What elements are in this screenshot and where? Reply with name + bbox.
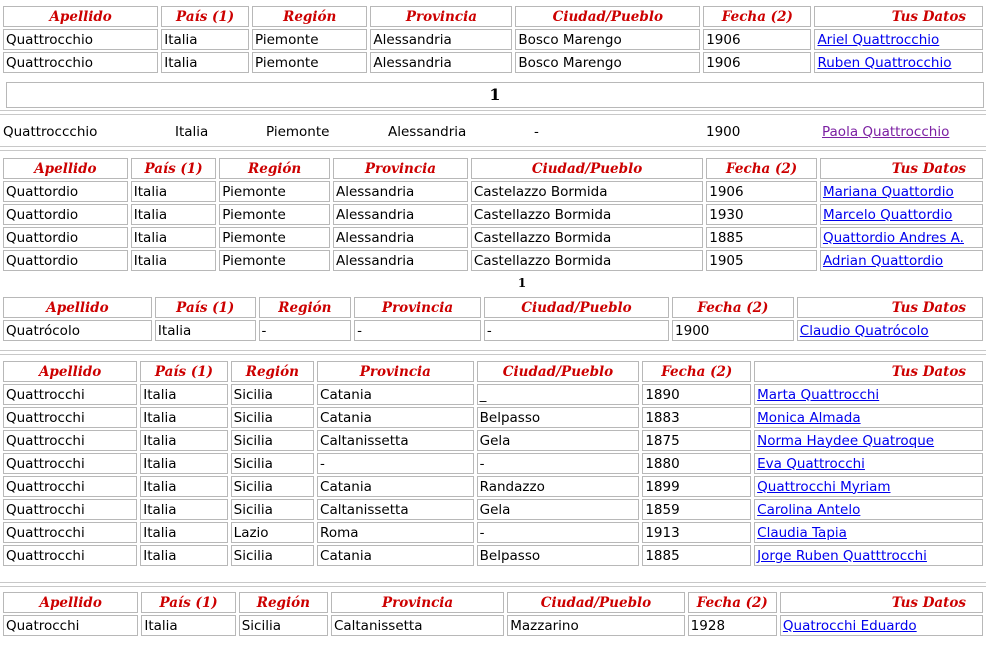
cell-datos-link[interactable]	[754, 430, 983, 451]
cell-datos-link[interactable]	[754, 407, 983, 428]
header-pais: País (1)	[140, 361, 227, 382]
cell-provincia: Caltanissetta	[317, 430, 474, 451]
person-link[interactable]: Jorge Ruben Quatttrocchi	[757, 547, 927, 564]
cell-apellido: Quattrocchi	[3, 384, 137, 405]
cell-apellido: Quattrocchi	[3, 407, 137, 428]
cell-pais: Italia	[140, 545, 227, 566]
page-number: 1	[517, 276, 527, 290]
header-datos: Tus Datos	[780, 592, 983, 613]
header-pais: País (1)	[131, 158, 217, 179]
cell-datos-link[interactable]	[820, 227, 983, 248]
header-fecha: Fecha (2)	[642, 361, 751, 382]
cell-pais: Italia	[131, 181, 217, 202]
cell-pais: Italia	[131, 227, 217, 248]
cell-ciudad: Castellazzo Bormida	[471, 227, 703, 248]
header-region: Región	[259, 297, 352, 318]
cell-region: Piemonte	[266, 124, 330, 140]
cell-apellido: Quatrocchi	[3, 615, 138, 636]
cell-pais: Italia	[141, 615, 235, 636]
cell-ciudad: -	[484, 320, 669, 341]
divider	[0, 146, 986, 151]
cell-datos-link[interactable]	[820, 181, 983, 202]
cell-provincia: Alessandria	[333, 181, 468, 202]
cell-apellido: Quattrocchio	[3, 29, 158, 50]
table-row	[3, 320, 983, 341]
header-apellido: Apellido	[3, 592, 138, 613]
cell-fecha: 1906	[703, 52, 811, 73]
person-link[interactable]: Quattordio Andres A.	[822, 229, 964, 246]
cell-provincia: Roma	[317, 522, 474, 543]
person-link[interactable]: Carolina Antelo	[757, 501, 861, 518]
cell-apellido: Quattrocchi	[3, 430, 137, 451]
cell-region: Piemonte	[252, 29, 367, 50]
cell-provincia: Catania	[317, 545, 474, 566]
cell-datos-link[interactable]	[754, 545, 983, 566]
cell-region: Sicilia	[231, 499, 314, 520]
header-datos: Tus Datos	[814, 6, 983, 27]
cell-region: Sicilia	[231, 384, 314, 405]
cell-region: -	[259, 320, 352, 341]
cell-ciudad: -	[477, 453, 640, 474]
header-region: Región	[219, 158, 330, 179]
cell-pais: Italia	[131, 250, 217, 271]
table-quattrocchi	[0, 359, 986, 568]
cell-datos-link[interactable]	[780, 615, 983, 636]
header-fecha: Fecha (2)	[672, 297, 794, 318]
cell-datos-link[interactable]	[754, 499, 983, 520]
header-row	[3, 6, 983, 27]
cell-pais: Italia	[140, 499, 227, 520]
header-provincia: Provincia	[333, 158, 468, 179]
cell-pais: Italia	[175, 124, 209, 140]
cell-apellido: Quattrocchi	[3, 476, 137, 497]
table-row	[0, 120, 986, 144]
header-ciudad: Ciudad/Pueblo	[471, 158, 703, 179]
header-row	[3, 361, 983, 382]
cell-pais: Italia	[131, 204, 217, 225]
cell-provincia: -	[317, 453, 474, 474]
divider	[0, 582, 986, 587]
cell-region: Sicilia	[231, 453, 314, 474]
header-datos: Tus Datos	[820, 158, 983, 179]
cell-ciudad: Castellazzo Bormida	[471, 250, 703, 271]
header-apellido: Apellido	[3, 297, 152, 318]
cell-apellido: Quattrocchi	[3, 499, 137, 520]
header-provincia: Provincia	[370, 6, 512, 27]
cell-apellido: Quattroccchio	[3, 124, 98, 140]
cell-fecha: 1885	[706, 227, 817, 248]
cell-apellido: Quattrocchi	[3, 545, 137, 566]
cell-region: Piemonte	[219, 227, 330, 248]
header-fecha: Fecha (2)	[688, 592, 777, 613]
cell-datos-link[interactable]	[754, 384, 983, 405]
cell-ciudad: Bosco Marengo	[515, 52, 700, 73]
person-link[interactable]: Quatrocchi Eduardo	[782, 617, 917, 634]
header-row	[3, 592, 983, 613]
header-datos: Tus Datos	[754, 361, 983, 382]
cell-ciudad: Randazzo	[477, 476, 640, 497]
header-ciudad: Ciudad/Pueblo	[477, 361, 640, 382]
header-pais: País (1)	[141, 592, 235, 613]
person-link[interactable]: Monica Almada	[757, 409, 861, 426]
table-row	[3, 522, 983, 543]
cell-region: Piemonte	[219, 181, 330, 202]
cell-fecha: 1900	[672, 320, 794, 341]
table-row	[3, 181, 983, 202]
cell-fecha: 1883	[642, 407, 751, 428]
cell-apellido: Quattordio	[3, 250, 128, 271]
person-link[interactable]: Claudio Quatrócolo	[799, 322, 929, 339]
cell-datos-link[interactable]	[754, 522, 983, 543]
header-provincia: Provincia	[354, 297, 481, 318]
cell-apellido: Quattordio	[3, 181, 128, 202]
header-region: Región	[252, 6, 367, 27]
cell-fecha: 1905	[706, 250, 817, 271]
cell-provincia: Catania	[317, 384, 474, 405]
cell-apellido: Quattordio	[3, 227, 128, 248]
header-fecha: Fecha (2)	[703, 6, 811, 27]
cell-ciudad: Gela	[477, 499, 640, 520]
cell-fecha: 1899	[642, 476, 751, 497]
cell-fecha: 1906	[706, 181, 817, 202]
table-row	[3, 384, 983, 405]
cell-pais: Italia	[140, 453, 227, 474]
cell-pais: Italia	[140, 522, 227, 543]
divider	[0, 110, 986, 115]
cell-datos-link[interactable]: Paola Quattrocchio	[822, 124, 950, 140]
cell-provincia: Alessandria	[333, 227, 468, 248]
header-pais: País (1)	[161, 6, 249, 27]
divider	[0, 350, 986, 355]
cell-fecha: 1928	[688, 615, 777, 636]
table-row	[3, 227, 983, 248]
cell-fecha: 1900	[706, 124, 741, 140]
table-quatrocolo	[0, 295, 986, 343]
header-datos: Tus Datos	[797, 297, 983, 318]
cell-fecha: 1880	[642, 453, 751, 474]
page-number: 1	[6, 82, 984, 108]
cell-apellido: Quattrocchi	[3, 453, 137, 474]
cell-region: Piemonte	[252, 52, 367, 73]
table-row	[3, 453, 983, 474]
cell-provincia: -	[354, 320, 481, 341]
cell-ciudad: Castelazzo Bormida	[471, 181, 703, 202]
person-link[interactable]: Eva Quattrocchi	[757, 455, 865, 472]
header-region: Región	[239, 592, 328, 613]
cell-fecha: 1890	[642, 384, 751, 405]
cell-apellido: Quatrócolo	[3, 320, 152, 341]
person-link[interactable]: Mariana Quattordio	[822, 183, 954, 200]
cell-apellido: Quattordio	[3, 204, 128, 225]
cell-fecha: 1859	[642, 499, 751, 520]
cell-provincia: Catania	[317, 407, 474, 428]
cell-pais: Italia	[140, 430, 227, 451]
person-link[interactable]: Ariel Quattrocchio	[817, 31, 940, 48]
cell-ciudad: Gela	[477, 430, 640, 451]
cell-fecha: 1906	[703, 29, 811, 50]
header-region: Región	[231, 361, 314, 382]
cell-region: Sicilia	[231, 545, 314, 566]
cell-provincia: Alessandria	[370, 52, 512, 73]
cell-apellido: Quattrocchio	[3, 52, 158, 73]
table-quattordio	[0, 156, 986, 273]
cell-fecha: 1913	[642, 522, 751, 543]
cell-fecha: 1875	[642, 430, 751, 451]
cell-datos-link[interactable]	[814, 52, 983, 73]
cell-provincia: Alessandria	[333, 204, 468, 225]
cell-provincia: Alessandria	[370, 29, 512, 50]
cell-pais: Italia	[155, 320, 256, 341]
cell-pais: Italia	[140, 407, 227, 428]
table-row	[3, 499, 983, 520]
cell-pais: Italia	[161, 52, 249, 73]
cell-datos-link[interactable]	[820, 204, 983, 225]
cell-region: Sicilia	[231, 430, 314, 451]
header-ciudad: Ciudad/Pueblo	[507, 592, 684, 613]
cell-region: Sicilia	[231, 476, 314, 497]
header-row	[3, 297, 983, 318]
cell-provincia: Caltanissetta	[317, 499, 474, 520]
cell-datos-link[interactable]	[754, 453, 983, 474]
table-row	[3, 52, 983, 73]
cell-pais: Italia	[161, 29, 249, 50]
header-row	[3, 158, 983, 179]
header-apellido: Apellido	[3, 158, 128, 179]
table-row	[3, 250, 983, 271]
table-row	[3, 545, 983, 566]
person-link[interactable]: Quattrocchi Myriam	[757, 478, 891, 495]
table-row	[3, 476, 983, 497]
header-provincia: Provincia	[317, 361, 474, 382]
cell-ciudad: Belpasso	[477, 545, 640, 566]
cell-datos-link[interactable]	[797, 320, 983, 341]
cell-apellido: Quattrocchi	[3, 522, 137, 543]
cell-fecha: 1930	[706, 204, 817, 225]
person-link[interactable]: Ruben Quattrocchio	[817, 54, 952, 71]
header-ciudad: Ciudad/Pueblo	[484, 297, 669, 318]
table-row	[3, 29, 983, 50]
header-pais: País (1)	[155, 297, 256, 318]
header-apellido: Apellido	[3, 6, 158, 27]
cell-provincia: Alessandria	[333, 250, 468, 271]
cell-region: Piemonte	[219, 250, 330, 271]
table-quattrocchio	[0, 4, 986, 75]
header-provincia: Provincia	[331, 592, 504, 613]
cell-provincia: Catania	[317, 476, 474, 497]
person-link[interactable]: Claudia Tapia	[757, 524, 847, 541]
table-row	[3, 204, 983, 225]
person-link[interactable]: Marcelo Quattordio	[822, 206, 953, 223]
cell-region: Sicilia	[239, 615, 328, 636]
header-ciudad: Ciudad/Pueblo	[515, 6, 700, 27]
cell-ciudad: _	[477, 384, 640, 405]
header-apellido: Apellido	[3, 361, 137, 382]
cell-ciudad: Mazzarino	[507, 615, 684, 636]
cell-ciudad: -	[534, 124, 539, 140]
cell-datos-link[interactable]	[754, 476, 983, 497]
table-row	[3, 430, 983, 451]
table-quatrocchi	[0, 590, 986, 638]
person-link[interactable]: Adrian Quattordio	[822, 252, 944, 269]
cell-fecha: 1885	[642, 545, 751, 566]
header-fecha: Fecha (2)	[706, 158, 817, 179]
cell-pais: Italia	[140, 476, 227, 497]
cell-provincia: Alessandria	[388, 124, 467, 140]
cell-ciudad: Belpasso	[477, 407, 640, 428]
cell-ciudad: Bosco Marengo	[515, 29, 700, 50]
cell-ciudad: Castellazzo Bormida	[471, 204, 703, 225]
cell-pais: Italia	[140, 384, 227, 405]
cell-datos-link[interactable]	[814, 29, 983, 50]
cell-region: Piemonte	[219, 204, 330, 225]
table-row	[3, 407, 983, 428]
cell-region: Sicilia	[231, 407, 314, 428]
cell-region: Lazio	[231, 522, 314, 543]
person-link[interactable]: Marta Quattrocchi	[757, 386, 880, 403]
person-link[interactable]: Norma Haydee Quatroque	[757, 432, 935, 449]
cell-provincia: Caltanissetta	[331, 615, 504, 636]
cell-ciudad: -	[477, 522, 640, 543]
cell-datos-link[interactable]	[820, 250, 983, 271]
table-row	[3, 615, 983, 636]
